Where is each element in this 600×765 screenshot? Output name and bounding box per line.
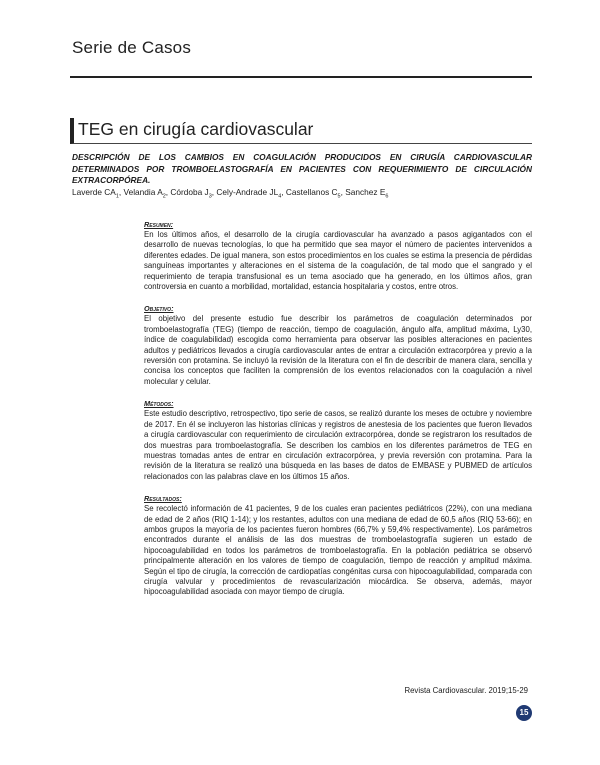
abstract bbox=[144, 220, 532, 610]
author: Córdoba $J_3$ bbox=[170, 187, 212, 200]
author: Castellanos $C_5$ bbox=[285, 187, 341, 200]
article-subtitle: DESCRIPCIÓN DE LOS CAMBIOS EN COAGULACIÓN PRODUCIDOS EN CIRUGÍA CARDIOVASCULAR DETERMINADOS POR TROMBOELASTOGRAFÍA EN PACIENTES CON REQUERIMIENTO DE CIRCULACIÓN EXTRACORPÓREA. bbox=[72, 152, 532, 186]
objetivo-heading: Objetivo: bbox=[144, 304, 174, 314]
article-title: TEG en cirugía cardiovascular bbox=[78, 119, 314, 139]
header-rule bbox=[70, 76, 532, 78]
section-label: Serie de Casos bbox=[72, 38, 192, 57]
author: Velandia $A_2$ bbox=[123, 187, 166, 200]
metodos-text: Este estudio descriptivo, retrospectivo, tipo serie de casos, se realizó durante los meses de octubre y noviembre de 2017. En él se incluyeron las historias clínicas y registros de anestesia de los pacientes que fueron llevados a cirugía cardiovascular con requerimiento de circulación extracorpórea, donde se registraron los resultados de dos muestras para tromboelastografía. Se describen los cambios en los diferentes parámetros de TEG en muestras tomadas antes de entrar en circulación extracorpórea, y previa reversión con protamina. Para la revisión de la literatura se realizó una búsqueda en las bases de datos de EMBASE y PUBMED de artículos relacionados con las palabras clave en los últimos 15 años. bbox=[144, 409, 532, 481]
journal-citation: Revista Cardiovascular. 2019;15-29 bbox=[404, 686, 528, 695]
resultados-heading: Resultados: bbox=[144, 494, 182, 504]
resultados-text: Se recolectó información de 41 pacientes, 9 de los cuales eran pacientes pediátricos (22%), con una mediana de edad de 2 años (RIQ 1-14); y los restantes, adultos con una mediana de edad de 60,5 años (RIQ 53-66); en ambos grupos la mayoría de los pacientes fueron hombres (66,7% y 59,4% respectivamente). Los parámetros encontrados durante el análisis de las dos muestras de tromboelastografía sugieren un estado de hipocoagulabilidad en todos los parámetros de tromboelastografía. En la población pediátrica se observó principalmente alteración en los valores de tiempo de coagulación, tiempo de reacción y amplitud máxima. Según el tipo de cirugía, la corrección de cardiopatías congénitas cursa con hipocoagulabilidad, comparada con cirugía valvular y procedimientos de revascularización miocárdica. Se observa, además, mayor hipocoagulabilidad asociada con mayor tiempo de cirugía. bbox=[144, 504, 532, 597]
page-number-badge: 15 bbox=[516, 705, 532, 721]
author-list: Laverde $CA_1$, Velandia $A_2$, Córdoba $J_3$, Cely-Andrade $JL_4$, Castellanos $C_5$, Sanchez $E_6$ bbox=[72, 187, 389, 200]
resumen-text: En los últimos años, el desarrollo de la cirugía cardiovascular ha avanzado a pasos agigantados con el desarrollo de nuevas tecnologías, lo que ha permitido que sea mayor el número de pacientes intervenidos a diferentes edades. De igual manera, son estos procedimientos en los cuales se estima la presencia de pérdidas sanguíneas importantes y alteraciones en el sistema de la coagulación, de tal modo que el sangrado y el requerimiento de terapia transfusional es un tema asociado que ha generado, en los últimos años, gran controversia en cuanto a morbilidad, mortalidad, estancia hospitalaria y costos, entre otros. bbox=[144, 230, 532, 292]
author: Sanchez $E_6$ bbox=[345, 187, 389, 200]
resumen-heading: Resumen: bbox=[144, 220, 174, 229]
author: Laverde $CA_1$ bbox=[72, 187, 119, 200]
metodos-heading: Métodos: bbox=[144, 399, 174, 409]
author: Cely-Andrade $JL_4$ bbox=[216, 187, 282, 200]
objetivo-text: El objetivo del presente estudio fue describir los parámetros de coagulación determinados por tromboelastografía (TEG) (tiempo de reacción, tiempo de coagulación, ángulo alfa, amplitud máxima, Ly30, índice de coagulabilidad) escogida como herramienta para observar las posibles alteraciones en pacientes adultos y pediátricos llevados a cirugía cardiovascular antes de entrar a circulación extracorpórea y previo a la reversión con protamina. Se incluyó la revisión de la literatura con el fin de describir de manera clara, sencilla y concisa los conceptos que faciliten la comprensión de los eventos relacionados con la coagulación a nivel molecular y celular. bbox=[144, 314, 532, 386]
